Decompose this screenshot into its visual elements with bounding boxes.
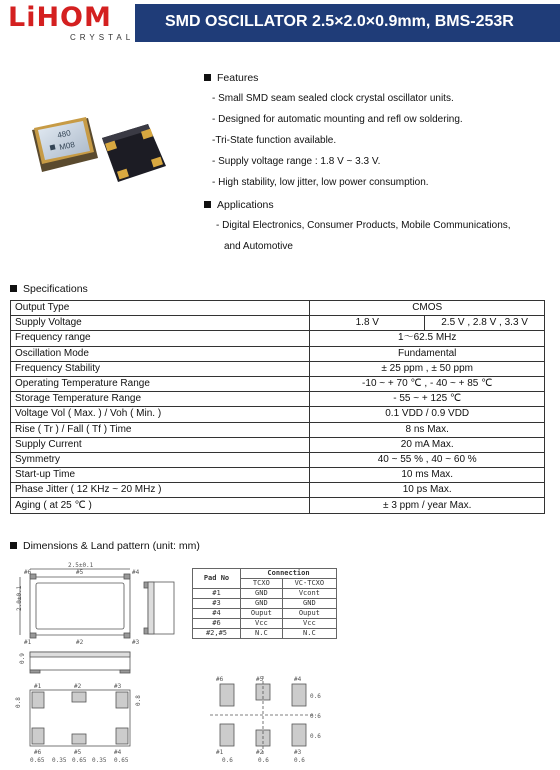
square-bullet-icon — [204, 201, 211, 208]
table-row: #4 Ouput Ouput — [193, 609, 337, 619]
spec-label: Operating Temperature Range — [11, 376, 310, 391]
feature-item: - Supply voltage range : 1.8 V ~ 3.3 V. — [212, 156, 381, 167]
dim-label: 0.65 — [114, 757, 129, 764]
spec-value: 1～62.5 MHz — [310, 331, 545, 346]
chip-back — [102, 124, 166, 182]
spec-value: 20 mA Max. — [310, 437, 545, 452]
brand-logo — [8, 2, 135, 42]
chip-marking-1: 480 — [56, 128, 72, 140]
spec-label: Frequency range — [11, 331, 310, 346]
pad-connection-table — [192, 568, 337, 639]
logo-text: LiHOM — [8, 2, 112, 33]
dim-label: 0.8 — [135, 695, 142, 706]
table-row — [11, 316, 545, 331]
table-row — [11, 331, 545, 346]
table-row — [11, 437, 545, 452]
dim-height-label: 2.0±0.1 — [16, 585, 23, 611]
table-row — [11, 376, 545, 391]
application-line: - Digital Electronics, Consumer Products, Mobile Communications, — [216, 220, 511, 231]
spec-value: ± 3 ppm / year Max. — [310, 498, 545, 513]
feature-item: -Tri-State function available. — [212, 135, 337, 146]
pad-label: #5 — [74, 749, 82, 756]
front-view — [30, 652, 130, 673]
spec-value: CMOS — [310, 301, 545, 316]
feature-item: - High stability, low jitter, low power consumption. — [212, 177, 429, 188]
spec-label: Voltage Vol ( Max. ) / Voh ( Min. ) — [11, 407, 310, 422]
spec-label: Rise ( Tr ) / Fall ( Tf ) Time — [11, 422, 310, 437]
spec-value: -10 ~ + 70 ℃ , - 40 ~ + 85 ℃ — [310, 376, 545, 391]
spec-label: Frequency Stability — [11, 361, 310, 376]
pad-label: #4 — [132, 569, 140, 576]
bottom-view — [30, 690, 130, 746]
spec-label: Start-up Time — [11, 468, 310, 483]
dim-thickness: 0.9 — [19, 653, 26, 664]
pad-label: #2 — [256, 749, 264, 756]
connection-header: Connection — [241, 569, 337, 579]
spec-value: 1.8 V — [310, 316, 425, 331]
pad-label: #6 — [24, 569, 32, 576]
pad-label: #6 — [34, 749, 42, 756]
table-row — [193, 569, 337, 579]
application-line: and Automotive — [224, 241, 293, 252]
square-bullet-icon — [204, 74, 211, 81]
feature-item: - Designed for automatic mounting and refl ow soldering. — [212, 114, 463, 125]
spec-value: 10 ps Max. — [310, 483, 545, 498]
spec-value: 40 ~ 55 % , 40 ~ 60 % — [310, 452, 545, 467]
spec-label: Oscillation Mode — [11, 346, 310, 361]
table-row — [11, 498, 545, 513]
table-row — [11, 361, 545, 376]
specifications-heading: Specifications — [10, 283, 88, 295]
pad-label: #5 — [256, 676, 264, 683]
pad-label: #1 — [24, 639, 32, 646]
chip-marking-2: M08 — [58, 139, 76, 152]
table-row — [11, 301, 545, 316]
pad-no-header: Pad No — [193, 569, 241, 589]
table-row — [11, 452, 545, 467]
spec-value: 2.5 V , 2.8 V , 3.3 V — [425, 316, 545, 331]
dim-label: 0.35 — [92, 757, 107, 764]
spec-value: Fundamental — [310, 346, 545, 361]
pad-label: #1 — [216, 749, 224, 756]
pad-label: #2 — [76, 639, 84, 646]
dim-label: 0.6 — [294, 757, 305, 764]
spec-value: ± 25 ppm , ± 50 ppm — [310, 361, 545, 376]
table-row — [11, 483, 545, 498]
pin1-dot — [50, 144, 56, 150]
product-photo — [20, 100, 170, 190]
dim-label: 0.6 — [258, 757, 269, 764]
applications-heading: Applications — [204, 199, 274, 211]
dim-label: 0.6 — [310, 693, 321, 700]
spec-value: 10 ms Max. — [310, 468, 545, 483]
table-row: #3 GND GND — [193, 599, 337, 609]
pad-label: #1 — [34, 683, 42, 690]
spec-table — [10, 300, 545, 514]
page-title: SMD OSCILLATOR 2.5×2.0×0.9mm, BMS-253R — [165, 13, 514, 30]
dim-label: 0.65 — [72, 757, 87, 764]
dim-label: 0.6 — [310, 713, 321, 720]
spec-label: Output Type — [11, 301, 310, 316]
spec-label: Supply Voltage — [11, 316, 310, 331]
spec-value: 0.1 VDD / 0.9 VDD — [310, 407, 545, 422]
pad-label: #6 — [216, 676, 224, 683]
feature-item: - Small SMD seam sealed clock crystal oscillator units. — [212, 93, 454, 104]
tcxo-header: TCXO — [241, 579, 283, 589]
table-row — [11, 468, 545, 483]
pad-label: #3 — [132, 639, 140, 646]
pad-label: #4 — [294, 676, 302, 683]
title-bar — [135, 4, 560, 42]
dimensions-drawing — [10, 560, 550, 765]
chip-front — [32, 117, 98, 172]
vctcxo-header: VC-TCXO — [282, 579, 336, 589]
dim-label: 0.6 — [222, 757, 233, 764]
pad-label: #2 — [74, 683, 82, 690]
spec-label: Storage Temperature Range — [11, 392, 310, 407]
land-pattern — [210, 676, 316, 754]
table-row: #1 GND Vcont — [193, 589, 337, 599]
dimensions-heading: Dimensions & Land pattern (unit: mm) — [10, 540, 200, 552]
dim-width-label: 2.5±0.1 — [68, 562, 94, 569]
pad-label: #5 — [76, 569, 84, 576]
square-bullet-icon — [10, 542, 17, 549]
dim-label: 0.8 — [15, 697, 22, 708]
pad-label: #3 — [114, 683, 122, 690]
pad-label: #3 — [294, 749, 302, 756]
dim-label: 0.65 — [30, 757, 45, 764]
table-row — [11, 392, 545, 407]
spec-label: Aging ( at 25 ℃ ) — [11, 498, 310, 513]
square-bullet-icon — [10, 285, 17, 292]
table-row — [11, 407, 545, 422]
side-view — [144, 582, 174, 634]
features-heading: Features — [204, 72, 258, 84]
table-row: #2,#5 N.C N.C — [193, 629, 337, 639]
dim-label: 0.35 — [52, 757, 67, 764]
header — [0, 0, 560, 46]
spec-label: Phase Jitter ( 12 KHz ~ 20 MHz ) — [11, 483, 310, 498]
table-row — [11, 422, 545, 437]
spec-label: Supply Current — [11, 437, 310, 452]
logo-subtitle: CRYSTAL — [70, 33, 135, 42]
table-row — [11, 346, 545, 361]
table-row: #6 Vcc Vcc — [193, 619, 337, 629]
spec-label: Symmetry — [11, 452, 310, 467]
top-view — [20, 569, 130, 638]
spec-value: 8 ns Max. — [310, 422, 545, 437]
pad-label: #4 — [114, 749, 122, 756]
spec-value: - 55 ~ + 125 ℃ — [310, 392, 545, 407]
dim-label: 0.6 — [310, 733, 321, 740]
